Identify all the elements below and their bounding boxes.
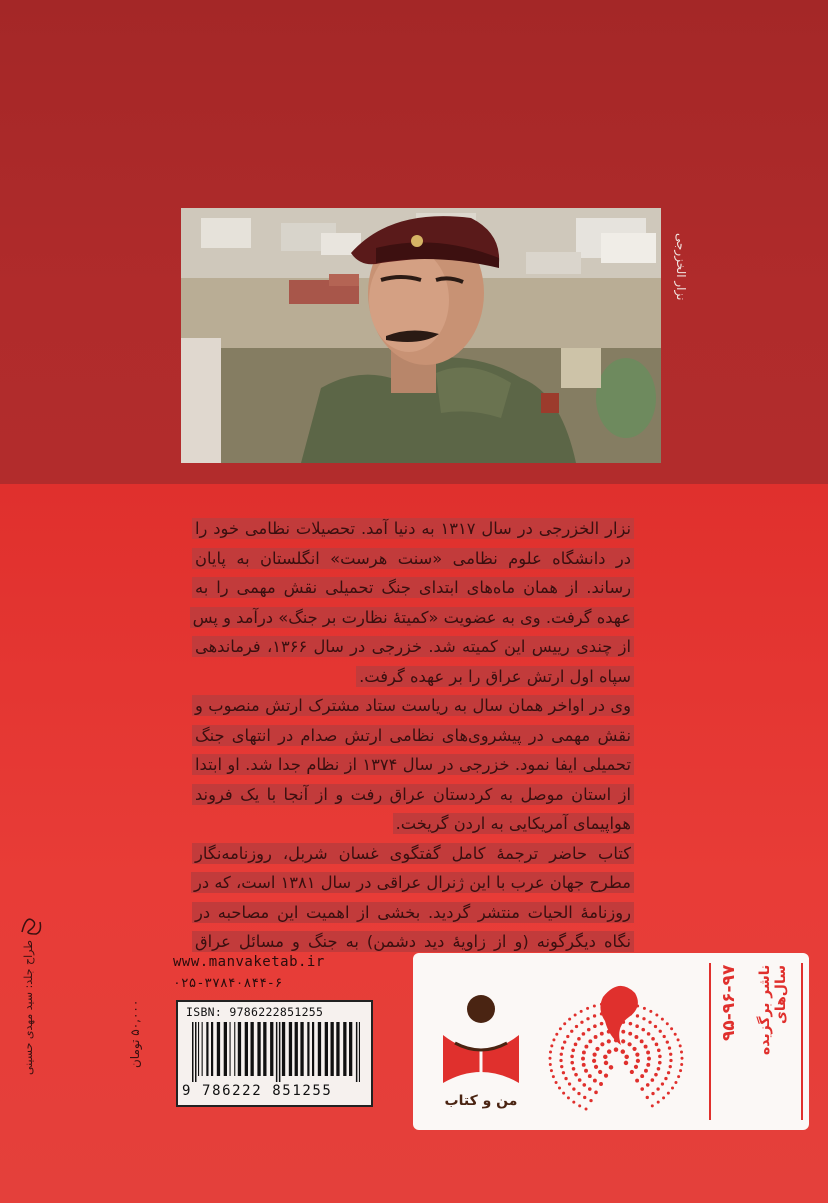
emblem-dot xyxy=(641,1028,645,1032)
emblem-dot xyxy=(600,1042,604,1046)
emblem-dot xyxy=(640,1039,644,1043)
barcode-number: 9 786222 851255 xyxy=(182,1083,333,1099)
barcode-bar xyxy=(211,1022,213,1076)
emblem-dot xyxy=(604,1074,608,1078)
emblem-dot xyxy=(640,1074,644,1078)
barcode-bar xyxy=(300,1022,303,1076)
emblem-dot xyxy=(680,1057,683,1060)
paragraph-1 xyxy=(192,514,634,691)
emblem-dot xyxy=(552,1075,555,1078)
emblem-dot xyxy=(644,1069,648,1073)
emblem-dot xyxy=(628,1042,632,1046)
emblem-dot xyxy=(649,1010,652,1013)
barcode-bar xyxy=(343,1022,346,1076)
barcode-bar xyxy=(307,1022,309,1076)
emblem-dot xyxy=(570,1030,573,1033)
emblem-dot xyxy=(593,1024,597,1028)
emblem-dot xyxy=(640,1087,644,1091)
emblem-dot xyxy=(604,1061,609,1066)
barcode-bar xyxy=(318,1022,321,1076)
emblem-dot xyxy=(632,1047,636,1051)
emblem-dot xyxy=(607,1049,612,1054)
emblem-dot xyxy=(582,1083,586,1087)
barcode-bar xyxy=(224,1022,227,1076)
paragraph-2-text: وی در اواخر همان سال به ریاست ستاد مشترک ارتش منصوب و نقش مهمی در پیشروی‌های نظامی ارتش صدام در انتهای جنگ تحمیلی ایفا نمود. خزرجی در سال ۱۳۷۴ از نظام جدا شد. او ابتدا از استان موصل به کردستان عراق رفت و از آنجا با یک فروند هواپیمای آمریکایی به اردن گریخت. xyxy=(192,695,634,834)
emblem-dot xyxy=(572,1067,576,1071)
emblem-dot xyxy=(656,1087,659,1090)
emblem-dot xyxy=(574,1013,577,1016)
emblem-dot xyxy=(599,1082,603,1086)
emblem-dot xyxy=(572,1087,575,1090)
emblem-dot xyxy=(566,1035,569,1038)
publisher-logo-panel xyxy=(413,953,809,1130)
emblem-dot xyxy=(582,1063,586,1067)
emblem-dot xyxy=(679,1044,682,1047)
emblem-dot xyxy=(667,1071,670,1074)
emblem-dot xyxy=(603,1055,608,1060)
emblem-dot xyxy=(657,1048,661,1052)
back-cover-text xyxy=(192,514,634,986)
emblem-dot xyxy=(677,1038,680,1041)
emblem-dot xyxy=(564,1077,567,1080)
barcode-bar xyxy=(289,1022,292,1076)
emblem-dot xyxy=(586,1017,589,1020)
barcode-bar xyxy=(325,1022,328,1076)
emblem-dot xyxy=(636,1059,640,1063)
emblem-dot xyxy=(593,1014,596,1017)
emblem-dot xyxy=(577,1037,581,1041)
emblem-dot xyxy=(560,1053,563,1056)
emblem-dot xyxy=(593,1079,597,1083)
photo-caption: نزار الخزرجی xyxy=(674,232,688,300)
emblem-dot xyxy=(563,1040,566,1043)
emblem-dot xyxy=(647,1057,651,1061)
barcode-bar xyxy=(217,1022,220,1076)
emblem-dot xyxy=(574,1043,578,1047)
cover-designer-credit: طراح جلد: سید مهدی حسینی xyxy=(22,940,35,1075)
emblem-dot xyxy=(559,1027,562,1030)
emblem-dot xyxy=(651,1104,654,1107)
emblem-dot xyxy=(642,1017,645,1020)
barcode-bars xyxy=(192,1022,360,1082)
emblem-dot xyxy=(646,1063,650,1067)
emblem-dot xyxy=(647,1032,651,1036)
emblem-dot xyxy=(657,1101,660,1104)
barcode-bar xyxy=(295,1022,298,1076)
emblem-dot xyxy=(582,1051,586,1055)
emblem-dot xyxy=(595,1047,599,1051)
barcode-bar xyxy=(331,1022,334,1076)
emblem-dot xyxy=(680,1051,683,1054)
emblem-dot xyxy=(658,1061,662,1065)
emblem-dot xyxy=(577,1092,580,1095)
emblem-dot xyxy=(636,1014,639,1017)
emblem-dot xyxy=(578,1104,581,1107)
emblem-dot xyxy=(654,1073,658,1077)
emblem-dot xyxy=(570,1061,574,1065)
emblem-dot xyxy=(560,1065,563,1068)
barcode-bar xyxy=(195,1022,197,1082)
emblem-dot xyxy=(583,1096,586,1099)
award-years: ۹۵-۹۶-۹۷ xyxy=(719,965,739,1042)
emblem-dot xyxy=(680,1063,683,1066)
emblem-dot xyxy=(549,1051,552,1054)
emblem-dot xyxy=(643,1007,646,1010)
emblem-dot xyxy=(621,1039,625,1043)
emblem-dot xyxy=(600,1032,604,1036)
emblem-dot xyxy=(614,1047,619,1052)
emblem-dot xyxy=(570,1055,574,1059)
emblem-dot xyxy=(594,1091,598,1095)
emblem-dot xyxy=(561,1046,564,1049)
barcode-bar xyxy=(245,1022,248,1076)
emblem-dot xyxy=(584,1045,588,1049)
emblem-dot xyxy=(663,1035,666,1038)
barcode-bar xyxy=(356,1022,358,1082)
emblem-dot xyxy=(568,1082,571,1085)
emblem-dot xyxy=(661,1018,664,1021)
designer-signature-icon xyxy=(18,910,44,938)
emblem-dot xyxy=(651,1092,654,1095)
emblem-dot xyxy=(669,1059,672,1062)
emblem-dot xyxy=(592,1059,596,1063)
award-badge xyxy=(709,963,803,1120)
emblem-dot xyxy=(588,1039,592,1043)
paragraph-1-text: نزار الخزرجی در سال ۱۳۱۷ به دنیا آمد. تحصیلات نظامی خود را در دانشگاه علوم نظامی «سنت هرست» انگلستان به پایان رساند. از همان ماه‌های ابتدای جنگ تحمیلی نقش مهمی را به عهده گرفت. وی به عضویت «کمیتهٔ نظارت بر جنگ» درآمد و پس از چندی رییس این کمیته شد. خزرجی در سال ۱۳۶۶، فرماندهی سپاه اول ارتش عراق را بر عهده گرفت. xyxy=(190,518,634,687)
barcode-bar xyxy=(270,1022,273,1076)
emblem-dot xyxy=(654,1025,657,1028)
emblem-dot xyxy=(666,1022,669,1025)
emblem-dot xyxy=(609,1065,614,1070)
emblem-dot xyxy=(555,1081,558,1084)
emblem-dot xyxy=(580,1021,583,1024)
emblem-dot xyxy=(677,1075,680,1078)
emblem-dot xyxy=(679,1069,682,1072)
barcode-bar xyxy=(251,1022,254,1076)
emblem-dot xyxy=(669,1053,672,1056)
emblem-dot xyxy=(629,1022,633,1026)
phone-number: ۰۲۵-۳۷۸۴۰۸۴۴-۶ xyxy=(173,976,283,991)
emblem-dot xyxy=(589,1099,592,1102)
emblem-dot xyxy=(646,1051,650,1055)
emblem-dot xyxy=(582,1032,586,1036)
emblem-dot xyxy=(571,1048,575,1052)
emblem-dot xyxy=(635,1079,639,1083)
emblem-dot xyxy=(588,1087,592,1091)
emblem-dot xyxy=(567,1096,570,1099)
emblem-dot xyxy=(587,1028,591,1032)
emblem-dot xyxy=(666,1040,669,1043)
barcode-bar xyxy=(206,1022,208,1076)
emblem-dot xyxy=(594,1065,598,1069)
emblem-dot xyxy=(664,1077,667,1080)
emblem-dot xyxy=(624,1061,629,1066)
emblem-dot xyxy=(662,1096,665,1099)
barcode-bar xyxy=(230,1022,231,1076)
emblem-dot xyxy=(651,1078,655,1082)
isbn-label: ISBN: 9786222851255 xyxy=(186,1005,324,1019)
barcode-bar xyxy=(198,1022,199,1076)
emblem-dot xyxy=(549,1063,552,1066)
barcode-bar xyxy=(276,1022,278,1082)
emblem-dot xyxy=(624,1055,629,1060)
emblem-dot xyxy=(668,1046,671,1049)
emblem-dot xyxy=(628,1032,632,1036)
emblem-dot xyxy=(578,1078,582,1082)
emblem-dot xyxy=(585,1107,588,1110)
emblem-dot xyxy=(674,1033,677,1036)
barcode xyxy=(176,1000,373,1107)
paragraph-2 xyxy=(192,691,634,839)
emblem-dot xyxy=(568,1018,571,1021)
emblem-dot xyxy=(659,1030,662,1033)
emblem-dot xyxy=(550,1044,553,1047)
emblem-dot xyxy=(581,1057,585,1061)
emblem-dot xyxy=(594,1035,598,1039)
emblem-dot xyxy=(658,1055,662,1059)
emblem-dot xyxy=(635,1024,639,1028)
publisher-name: من و کتاب xyxy=(444,1093,518,1109)
emblem-dot xyxy=(580,1010,583,1013)
emblem-dot xyxy=(572,1101,575,1104)
barcode-bar xyxy=(257,1022,260,1076)
award-title: ناشر برگزیده سال‌های xyxy=(757,965,789,1056)
emblem-dot xyxy=(563,1022,566,1025)
emblem-dot xyxy=(646,1096,649,1099)
emblem-dot xyxy=(646,1083,650,1087)
emblem-dot xyxy=(655,1043,659,1047)
emblem-dot xyxy=(588,1074,592,1078)
website-link[interactable]: www.manvaketab.ir xyxy=(173,954,325,970)
emblem-dot xyxy=(634,1035,638,1039)
peacock-body xyxy=(600,986,637,1045)
emblem-dot xyxy=(655,1013,658,1016)
emblem-dot xyxy=(634,1065,638,1069)
emblem-dot xyxy=(575,1025,578,1028)
emblem-dot xyxy=(584,1069,588,1073)
price: ۵۰,۰۰۰ تومان xyxy=(128,1000,142,1069)
paragraph-3-text: کتاب حاضر ترجمهٔ کامل گفتگوی غسان شربل، روزنامه‌نگار مطرح جهان عرب با این ژنرال عراقی در سال ۱۳۸۱ است، که در روزنامهٔ الحیات منتشر گردید. بخشی از اهمیت این مصاحبه در نگاه دیگرگونه (و از زاویهٔ دید دشمن) به جنگ و مسائل عراق xyxy=(191,843,634,982)
emblem-dot xyxy=(559,1059,562,1062)
emblem-dot xyxy=(552,1038,555,1041)
emblem-dot xyxy=(644,1045,648,1049)
emblem-dot xyxy=(667,1092,670,1095)
emblem-dot xyxy=(593,1053,597,1057)
emblem-dot xyxy=(593,1004,596,1007)
emblem-dot xyxy=(586,1007,589,1010)
emblem-dot xyxy=(657,1067,661,1071)
barcode-bar xyxy=(263,1022,266,1076)
emblem-dot xyxy=(555,1033,558,1036)
barcode-bar xyxy=(312,1022,314,1076)
emblem-dot xyxy=(630,1070,634,1074)
peacock-emblem-icon xyxy=(539,967,694,1122)
photo-illustration xyxy=(181,208,661,463)
emblem-dot xyxy=(621,1030,625,1034)
emblem-dot xyxy=(558,1086,561,1089)
barcode-bar xyxy=(238,1022,241,1076)
barcode-bar xyxy=(359,1022,360,1082)
barcode-bar xyxy=(202,1022,203,1076)
emblem-dot xyxy=(674,1081,677,1084)
emblem-dot xyxy=(600,1022,604,1026)
emblem-dot xyxy=(607,1039,611,1043)
emblem-dot xyxy=(598,1070,602,1074)
emblem-dot xyxy=(549,1057,552,1060)
emblem-dot xyxy=(648,1021,651,1024)
barcode-bar xyxy=(336,1022,339,1076)
emblem-dot xyxy=(574,1073,578,1077)
emblem-dot xyxy=(661,1082,664,1085)
emblem-dot xyxy=(635,1053,639,1057)
barcode-bar xyxy=(282,1022,285,1076)
emblem-dot xyxy=(670,1027,673,1030)
emblem-dot xyxy=(562,1071,565,1074)
emblem-dot xyxy=(671,1086,674,1089)
emblem-dot xyxy=(550,1069,553,1072)
barcode-bar xyxy=(349,1022,352,1076)
barcode-bar xyxy=(192,1022,194,1082)
portrait-photo xyxy=(181,208,661,463)
emblem-dot xyxy=(669,1065,672,1068)
barcode-bar xyxy=(234,1022,235,1076)
emblem-dot xyxy=(562,1092,565,1095)
emblem-dot xyxy=(651,1037,655,1041)
barcode-bar xyxy=(279,1022,281,1082)
emblem-dot xyxy=(621,1049,626,1054)
